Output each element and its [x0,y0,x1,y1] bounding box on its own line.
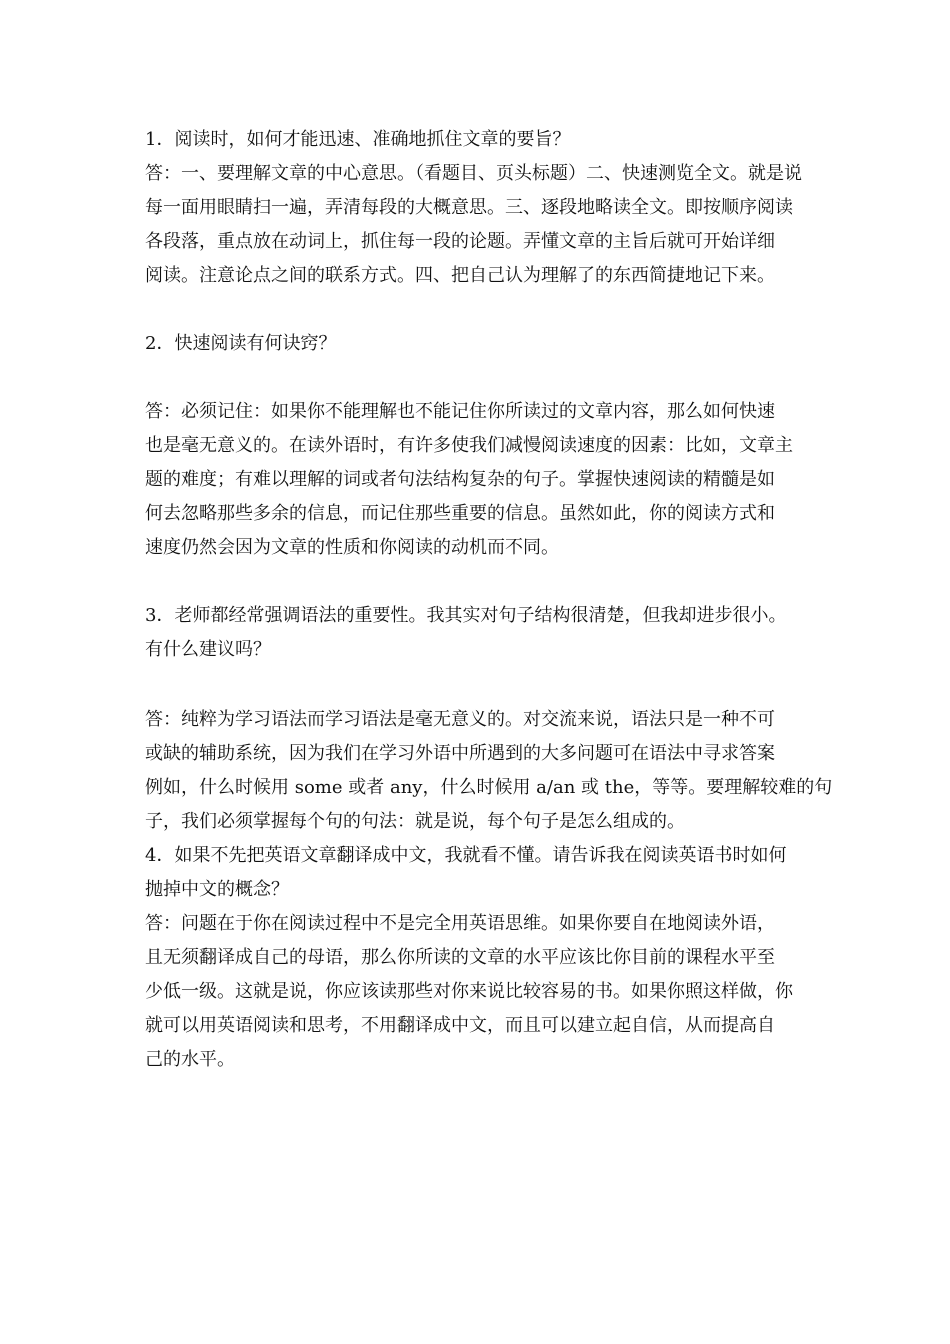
document-body [145,123,833,1077]
question-4-line-2: 抛掉中文的概念？ [145,879,289,900]
answer-2-line-2: 也是毫无意义的。在读外语时，有许多使我们减慢阅读速度的因素：比如，文章主 [145,435,793,456]
qa-item-4 [145,839,813,1077]
spacer [145,361,813,395]
answer-2-line-3: 题的难度；有难以理解的词或者句法结构复杂的句子。掌握快速阅读的精髓是如 [145,469,775,490]
spacer [145,565,813,599]
answer-3-line-4: 子，我们必须掌握每个句的句法：就是说，每个句子是怎么组成的。 [145,811,685,832]
spacer [145,667,813,703]
question-2-line-1: 2．快速阅读有何诀窍？ [145,333,337,354]
answer-2-line-1: 答：必须记住：如果你不能理解也不能记住你所读过的文章内容，那么如何快速 [145,401,775,422]
question-3-line-2: 有什么建议吗？ [145,639,271,660]
question-1-line-1: 1．阅读时，如何才能迅速、准确地抓住文章的要旨？ [145,129,571,150]
answer-1-line-4: 阅读。注意论点之间的联系方式。四、把自己认为理解了的东西简捷地记下来。 [145,265,775,286]
question-3-line-1: 3．老师都经常强调语法的重要性。我其实对句子结构很清楚，但我却进步很小。 [145,605,787,626]
answer-4-line-1: 答：问题在于你在阅读过程中不是完全用英语思维。如果你要自在地阅读外语， [145,913,775,934]
qa-item-2 [145,327,813,565]
qa-item-1 [145,123,813,293]
qa-item-3 [145,599,833,839]
question-4-line-1: 4．如果不先把英语文章翻译成中文，我就看不懂。请告诉我在阅读英语书时如何 [145,845,787,866]
answer-2-line-5: 速度仍然会因为文章的性质和你阅读的动机而不同。 [145,537,559,558]
answer-1-line-2: 每一面用眼睛扫一遍，弄清每段的大概意思。三、逐段地略读全文。即按顺序阅读 [145,197,793,218]
answer-4-line-2: 且无须翻译成自己的母语，那么你所读的文章的水平应该比你目前的课程水平至 [145,947,775,968]
answer-1-line-3: 各段落，重点放在动词上，抓住每一段的论题。弄懂文章的主旨后就可开始详细 [145,231,775,252]
answer-4-line-3: 少低一级。这就是说，你应该读那些对你来说比较容易的书。如果你照这样做，你 [145,981,793,1002]
answer-1-line-1: 答：一、要理解文章的中心意思。（看题目、页头标题）二、快速测览全文。就是说 [145,163,802,184]
answer-3-line-3: 例如，什么时候用 some 或者 any，什么时候用 a/an 或 the，等等。要理解较难的句 [145,777,833,798]
spacer [145,293,813,327]
answer-4-line-5: 己的水平。 [145,1049,235,1070]
answer-2-line-4: 何去忽略那些多余的信息，而记住那些重要的信息。虽然如此，你的阅读方式和 [145,503,775,524]
answer-3-line-2: 或缺的辅助系统，因为我们在学习外语中所遇到的大多问题可在语法中寻求答案 [145,743,775,764]
answer-4-line-4: 就可以用英语阅读和思考，不用翻译成中文，而且可以建立起自信，从而提高自 [145,1015,775,1036]
answer-3-line-1: 答：纯粹为学习语法而学习语法是毫无意义的。对交流来说，语法只是一种不可 [145,709,775,730]
